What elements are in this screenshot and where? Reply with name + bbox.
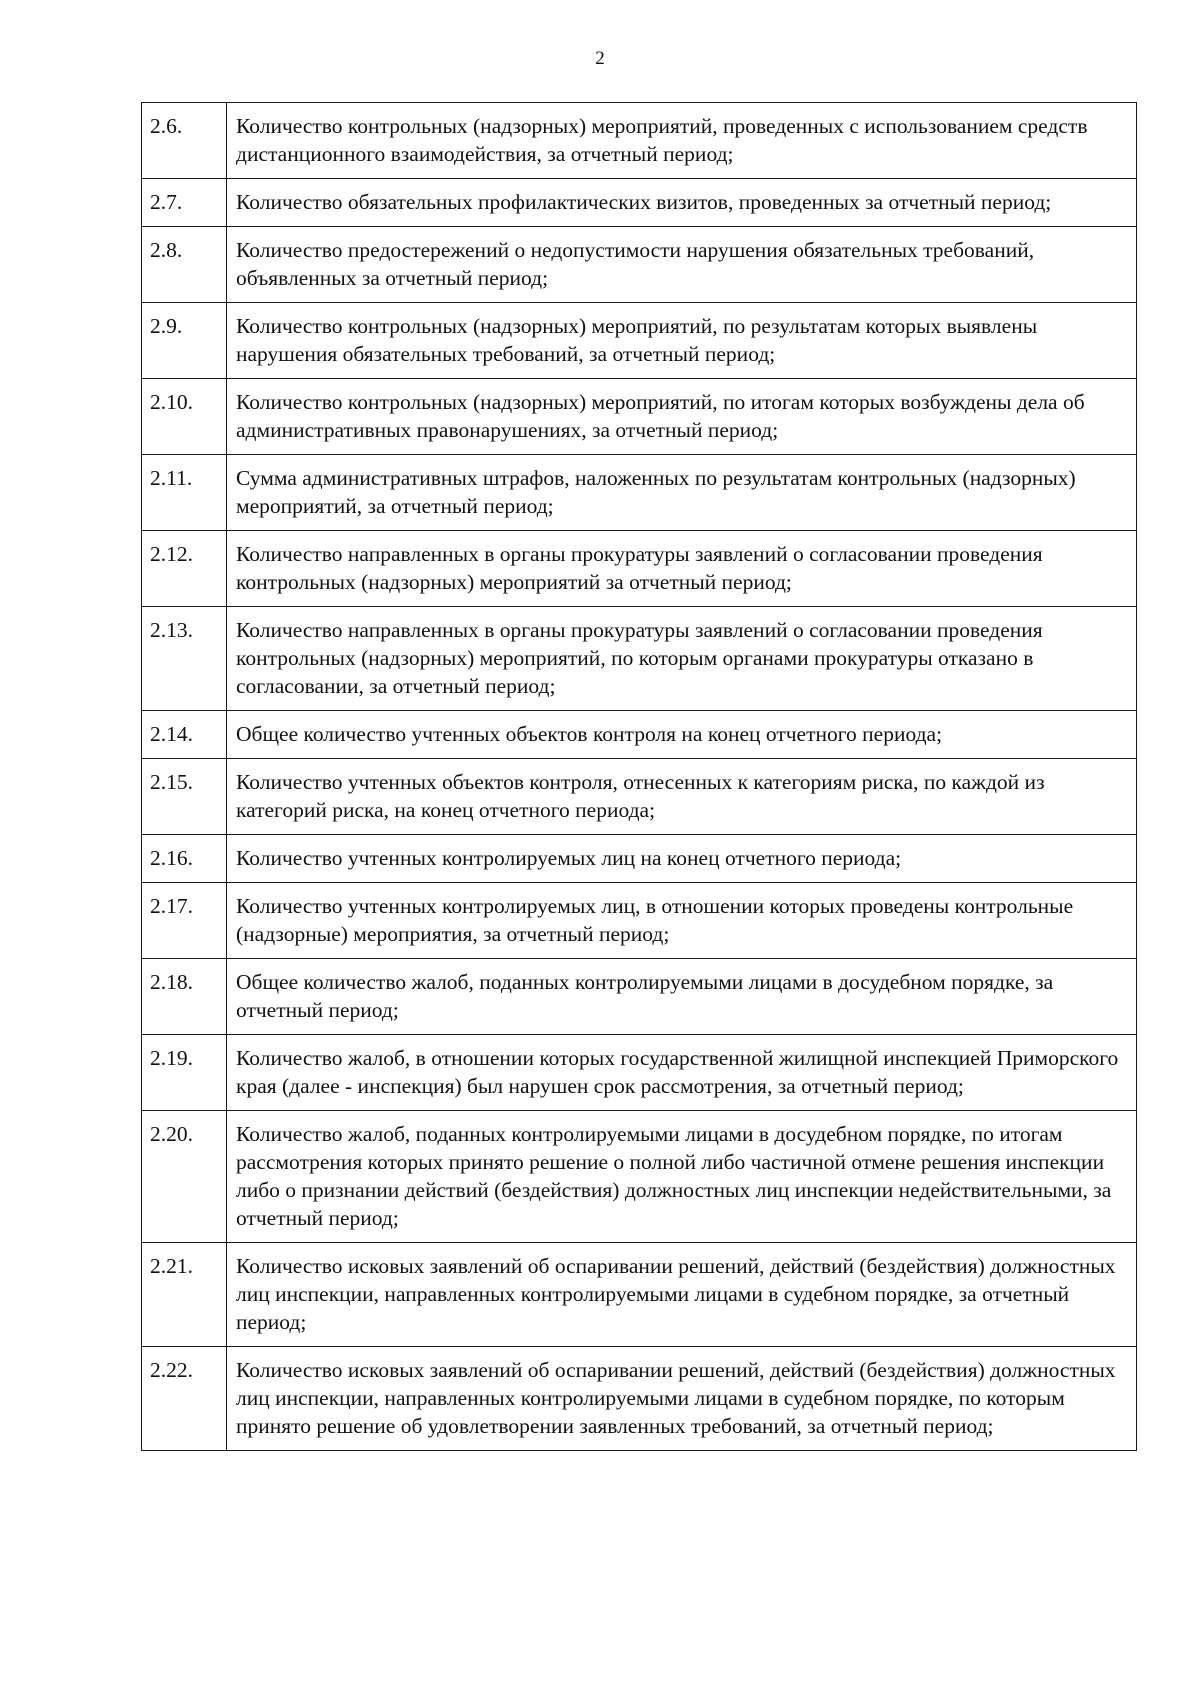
row-description: Количество направленных в органы прокуратуры заявлений о согласовании проведения контрольных (надзорных) мероприятий, по которым органами прокуратуры отказано в согласовании, за отчетный период; xyxy=(227,607,1137,711)
indicators-table-body xyxy=(142,103,1137,1451)
row-description: Количество контрольных (надзорных) мероприятий, проведенных с использованием средств дистанционного взаимодействия, за отчетный период; xyxy=(227,103,1137,179)
row-number: 2.9. xyxy=(142,303,227,379)
row-number: 2.11. xyxy=(142,455,227,531)
row-description: Количество учтенных контролируемых лиц на конец отчетного периода; xyxy=(227,835,1137,883)
page-number: 2 xyxy=(595,48,605,69)
row-description: Количество жалоб, в отношении которых государственной жилищной инспекцией Приморского края (далее - инспекция) был нарушен срок рассмотрения, за отчетный период; xyxy=(227,1035,1137,1111)
table-row xyxy=(142,303,1137,379)
row-number: 2.21. xyxy=(142,1243,227,1347)
row-number: 2.20. xyxy=(142,1111,227,1243)
row-description: Количество учтенных объектов контроля, отнесенных к категориям риска, по каждой из категорий риска, на конец отчетного периода; xyxy=(227,759,1137,835)
row-number: 2.16. xyxy=(142,835,227,883)
row-description: Количество жалоб, поданных контролируемыми лицами в досудебном порядке, по итогам рассмотрения которых принято решение о полной либо частичной отмене решения инспекции либо о признании действий (бездействия) должностных лиц инспекции недействительными, за отчетный период; xyxy=(227,1111,1137,1243)
table-row xyxy=(142,227,1137,303)
table-row xyxy=(142,835,1137,883)
row-number: 2.10. xyxy=(142,379,227,455)
row-number: 2.18. xyxy=(142,959,227,1035)
table-row xyxy=(142,531,1137,607)
table-row xyxy=(142,455,1137,531)
table-row xyxy=(142,1035,1137,1111)
row-number: 2.14. xyxy=(142,711,227,759)
table-row xyxy=(142,1347,1137,1451)
table-row xyxy=(142,883,1137,959)
row-description: Общее количество жалоб, поданных контролируемыми лицами в досудебном порядке, за отчетный период; xyxy=(227,959,1137,1035)
row-number: 2.7. xyxy=(142,179,227,227)
row-description: Количество исковых заявлений об оспаривании решений, действий (бездействия) должностных лиц инспекции, направленных контролируемыми лицами в судебном порядке, по которым принято решение об удовлетворении заявленных требований, за отчетный период; xyxy=(227,1347,1137,1451)
row-number: 2.12. xyxy=(142,531,227,607)
row-description: Количество контрольных (надзорных) мероприятий, по результатам которых выявлены нарушения обязательных требований, за отчетный период; xyxy=(227,303,1137,379)
table-row xyxy=(142,179,1137,227)
row-description: Количество направленных в органы прокуратуры заявлений о согласовании проведения контрольных (надзорных) мероприятий за отчетный период; xyxy=(227,531,1137,607)
table-row xyxy=(142,379,1137,455)
row-description: Количество исковых заявлений об оспаривании решений, действий (бездействия) должностных лиц инспекции, направленных контролируемыми лицами в судебном порядке, за отчетный период; xyxy=(227,1243,1137,1347)
row-number: 2.13. xyxy=(142,607,227,711)
row-description: Количество предостережений о недопустимости нарушения обязательных требований, объявленных за отчетный период; xyxy=(227,227,1137,303)
indicators-table xyxy=(141,102,1137,1451)
row-number: 2.8. xyxy=(142,227,227,303)
row-description: Общее количество учтенных объектов контроля на конец отчетного периода; xyxy=(227,711,1137,759)
row-number: 2.19. xyxy=(142,1035,227,1111)
table-row xyxy=(142,607,1137,711)
row-description: Количество контрольных (надзорных) мероприятий, по итогам которых возбуждены дела об административных правонарушениях, за отчетный период; xyxy=(227,379,1137,455)
table-row xyxy=(142,711,1137,759)
row-number: 2.17. xyxy=(142,883,227,959)
row-description: Сумма административных штрафов, наложенных по результатам контрольных (надзорных) мероприятий, за отчетный период; xyxy=(227,455,1137,531)
row-number: 2.6. xyxy=(142,103,227,179)
table-row xyxy=(142,1111,1137,1243)
table-row xyxy=(142,759,1137,835)
row-number: 2.22. xyxy=(142,1347,227,1451)
table-row xyxy=(142,1243,1137,1347)
row-description: Количество учтенных контролируемых лиц, в отношении которых проведены контрольные (надзорные) мероприятия, за отчетный период; xyxy=(227,883,1137,959)
table-row xyxy=(142,103,1137,179)
row-description: Количество обязательных профилактических визитов, проведенных за отчетный период; xyxy=(227,179,1137,227)
row-number: 2.15. xyxy=(142,759,227,835)
table-row xyxy=(142,959,1137,1035)
